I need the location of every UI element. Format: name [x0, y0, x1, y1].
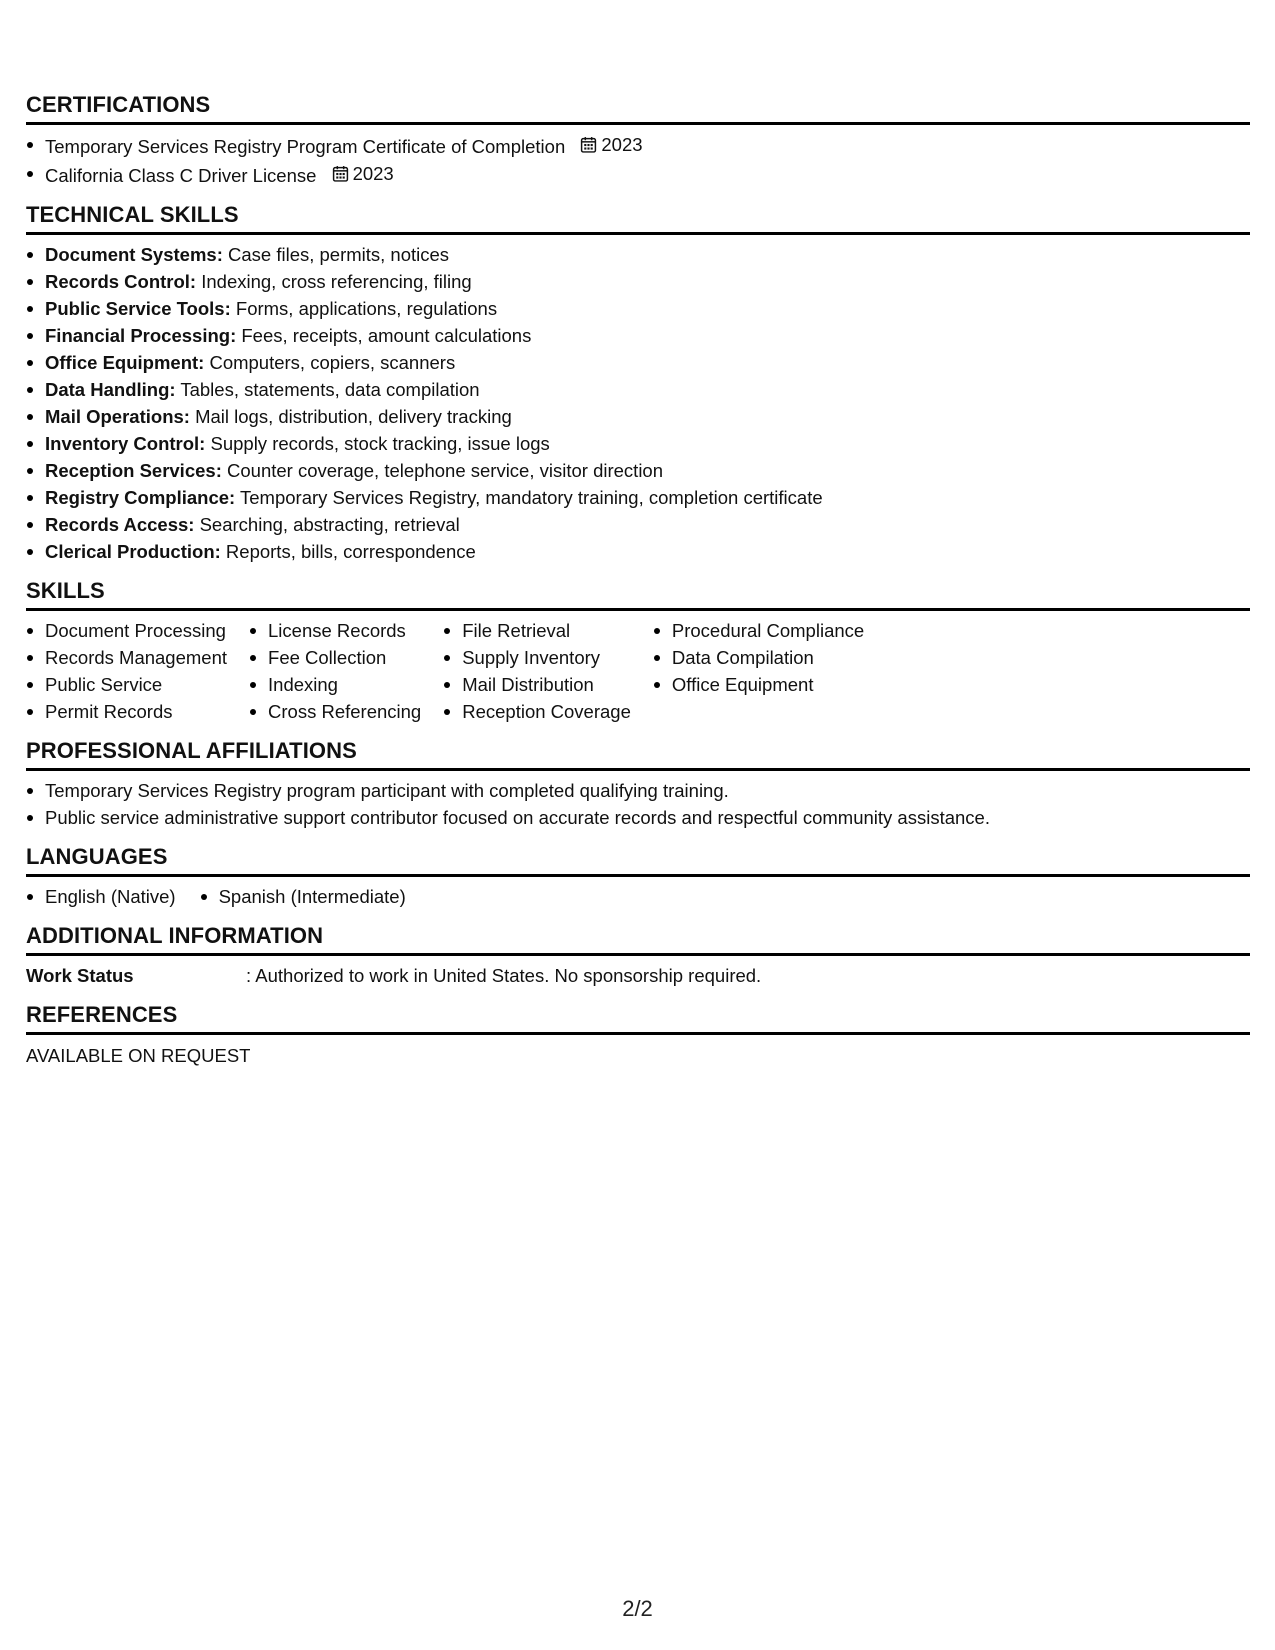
skill-label: Data Handling: [45, 379, 176, 400]
certification-name: California Class C Driver License [45, 165, 317, 186]
skills-heading: SKILLS [26, 579, 1250, 611]
skill-value: Indexing, cross referencing, filing [201, 271, 472, 292]
skill-label: Document Systems: [45, 244, 223, 265]
skill-item: License Records [249, 617, 421, 644]
certifications-section [26, 93, 1250, 189]
skill-item: Public Service [26, 671, 227, 698]
work-status-label: Work Status [26, 965, 134, 986]
skill-item: Office Equipment [653, 671, 864, 698]
skill-label: Office Equipment: [45, 352, 205, 373]
certification-name: Temporary Services Registry Program Certificate of Completion [45, 136, 566, 157]
technical-skill-item [26, 403, 1250, 430]
affiliations-section [26, 739, 1250, 831]
skill-value: Fees, receipts, amount calculations [241, 325, 532, 346]
skill-label: Records Control: [45, 271, 197, 292]
skill-label: Records Access: [45, 514, 195, 535]
skill-item: Fee Collection [249, 644, 421, 671]
skill-value: Reports, bills, correspondence [225, 541, 476, 562]
technical-skill-item [26, 241, 1250, 268]
skill-value: Tables, statements, data compilation [180, 379, 480, 400]
skills-section [26, 579, 1250, 725]
skill-item: Mail Distribution [443, 671, 631, 698]
skill-item: File Retrieval [443, 617, 631, 644]
certifications-list [26, 131, 1250, 189]
calendar-icon [580, 136, 597, 153]
skill-label: Registry Compliance: [45, 487, 236, 508]
certification-year [580, 131, 642, 158]
references-text: AVAILABLE ON REQUEST [26, 1045, 251, 1066]
skill-label: Mail Operations: [45, 406, 190, 427]
technical-skill-item [26, 511, 1250, 538]
skill-value: Temporary Services Registry, mandatory training, completion certificate [240, 487, 823, 508]
skill-value: Searching, abstracting, retrieval [199, 514, 460, 535]
technical-skill-item [26, 430, 1250, 457]
additional-info-section [26, 924, 1250, 989]
certification-year-text: 2023 [352, 163, 394, 184]
technical-skill-item [26, 295, 1250, 322]
skill-value: Case files, permits, notices [228, 244, 450, 265]
skill-item: Permit Records [26, 698, 227, 725]
skill-value: Computers, copiers, scanners [209, 352, 456, 373]
affiliations-list [26, 777, 1250, 831]
skills-column [26, 617, 227, 725]
language-item: Spanish (Intermediate) [200, 883, 406, 910]
page-number: 2/2 [622, 1596, 653, 1621]
references-heading: REFERENCES [26, 1003, 1250, 1035]
certifications-heading: CERTIFICATIONS [26, 93, 1250, 125]
skill-label: Public Service Tools: [45, 298, 231, 319]
languages-section [26, 845, 1250, 910]
languages-list [26, 883, 1250, 910]
technical-skill-item [26, 376, 1250, 403]
technical-skills-heading: TECHNICAL SKILLS [26, 203, 1250, 235]
affiliations-heading: PROFESSIONAL AFFILIATIONS [26, 739, 1250, 771]
additional-info-heading: ADDITIONAL INFORMATION [26, 924, 1250, 956]
technical-skills-list [26, 241, 1250, 565]
skill-value: Counter coverage, telephone service, visitor direction [227, 460, 664, 481]
skill-item: Reception Coverage [443, 698, 631, 725]
calendar-icon [332, 165, 349, 182]
certification-item [26, 131, 1250, 160]
skill-label: Inventory Control: [45, 433, 206, 454]
technical-skill-item [26, 268, 1250, 295]
certification-item [26, 160, 1250, 189]
affiliation-item: Public service administrative support contributor focused on accurate records and respectful community assistance. [26, 804, 1250, 831]
languages-heading: LANGUAGES [26, 845, 1250, 877]
skill-value: Mail logs, distribution, delivery tracking [195, 406, 512, 427]
skill-value: Forms, applications, regulations [235, 298, 498, 319]
skill-item: Cross Referencing [249, 698, 421, 725]
skill-value: Supply records, stock tracking, issue logs [210, 433, 550, 454]
technical-skills-section [26, 203, 1250, 565]
work-status-value: : Authorized to work in United States. No sponsorship required. [246, 965, 762, 986]
skills-column [443, 617, 631, 725]
technical-skill-item [26, 349, 1250, 376]
skills-column [653, 617, 864, 725]
certification-year-text: 2023 [601, 134, 643, 155]
skill-item: Records Management [26, 644, 227, 671]
technical-skill-item [26, 457, 1250, 484]
references-section [26, 1003, 1250, 1071]
skill-item: Data Compilation [653, 644, 864, 671]
skill-item: Document Processing [26, 617, 227, 644]
skills-grid [26, 617, 1250, 725]
language-item: English (Native) [26, 883, 176, 910]
certification-year [332, 160, 394, 187]
technical-skill-item [26, 484, 1250, 511]
affiliation-item: Temporary Services Registry program participant with completed qualifying training. [26, 777, 1250, 804]
skill-item: Procedural Compliance [653, 617, 864, 644]
skill-label: Financial Processing: [45, 325, 237, 346]
skill-label: Reception Services: [45, 460, 222, 481]
skill-item: Supply Inventory [443, 644, 631, 671]
skills-column [249, 617, 421, 725]
work-status-row [26, 962, 1250, 989]
technical-skill-item [26, 322, 1250, 349]
resume-page [26, 93, 1250, 1085]
technical-skill-item [26, 538, 1250, 565]
skill-item: Indexing [249, 671, 421, 698]
skill-label: Clerical Production: [45, 541, 221, 562]
